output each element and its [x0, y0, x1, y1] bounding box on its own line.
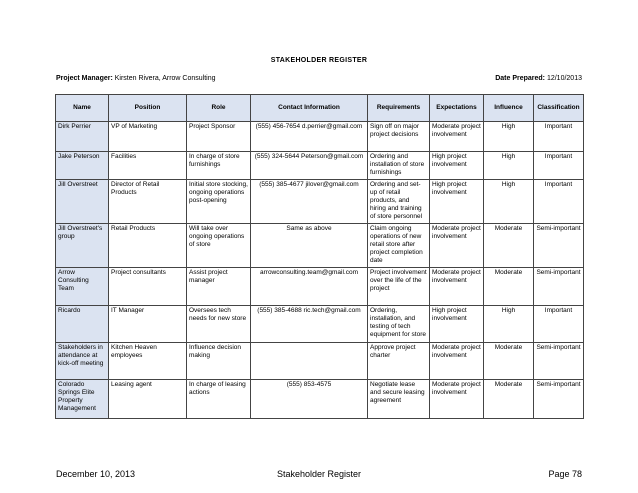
header-position: Position — [109, 95, 187, 122]
cell-classification: Semi-important — [534, 380, 584, 419]
date-prepared — [495, 75, 582, 82]
project-manager-value: Kirsten Rivera, Arrow Consulting — [114, 75, 216, 82]
cell-influence: High — [484, 180, 534, 224]
cell-contact: (555) 385-4688 ric.tech@gmail.com — [251, 306, 368, 343]
cell-contact: (555) 456-7654 d.perrier@gmail.com — [251, 122, 368, 152]
cell-classification: Important — [534, 152, 584, 180]
table-row — [56, 343, 584, 380]
stakeholder-table — [55, 94, 584, 419]
cell-requirements: Ordering, installation, and testing of tech equipment for store — [368, 306, 430, 343]
cell-contact: (555) 324-5644 Peterson@gmail.com — [251, 152, 368, 180]
cell-name: Ricardo — [56, 306, 109, 343]
cell-requirements: Negotiate lease and secure leasing agreement — [368, 380, 430, 419]
cell-name: Stakeholders in attendance at kick-off meeting — [56, 343, 109, 380]
page-title: STAKEHOLDER REGISTER — [270, 57, 368, 64]
cell-contact: Same as above — [251, 224, 368, 268]
cell-position: Project consultants — [109, 268, 187, 306]
cell-influence: Moderate — [484, 268, 534, 306]
cell-expectations: High project involvement — [430, 152, 484, 180]
cell-expectations: Moderate project involvement — [430, 268, 484, 306]
cell-influence: High — [484, 152, 534, 180]
cell-classification: Important — [534, 180, 584, 224]
cell-position: IT Manager — [109, 306, 187, 343]
header-name: Name — [56, 95, 109, 122]
cell-classification: Important — [534, 306, 584, 343]
header-role: Role — [187, 95, 251, 122]
cell-role: In charge of store furnishings — [187, 152, 251, 180]
project-manager — [56, 75, 216, 82]
header-influence: Influence — [484, 95, 534, 122]
cell-position: Director of Retail Products — [109, 180, 187, 224]
cell-influence: Moderate — [484, 380, 534, 419]
cell-name: Arrow Consulting Team — [56, 268, 109, 306]
cell-position: Leasing agent — [109, 380, 187, 419]
cell-classification: Semi-important — [534, 343, 584, 380]
cell-expectations: High project involvement — [430, 180, 484, 224]
cell-name: Colorado Springs Elite Property Management — [56, 380, 109, 419]
cell-requirements: Sign off on major project decisions — [368, 122, 430, 152]
table-row — [56, 306, 584, 343]
header-classification: Classification — [534, 95, 584, 122]
project-manager-label: Project Manager: — [56, 75, 113, 82]
cell-requirements: Claim ongoing operations of new retail store after project completion date — [368, 224, 430, 268]
footer-page-number: Page 78 — [548, 469, 582, 479]
cell-expectations: High project involvement — [430, 306, 484, 343]
cell-name: Jill Overstreet — [56, 180, 109, 224]
cell-name: Dirk Perrier — [56, 122, 109, 152]
cell-name: Jill Overstreet's group — [56, 224, 109, 268]
cell-role: Assist project manager — [187, 268, 251, 306]
table-row — [56, 224, 584, 268]
date-prepared-label: Date Prepared: — [495, 75, 545, 82]
cell-role: Oversees tech needs for new store — [187, 306, 251, 343]
cell-position: Retail Products — [109, 224, 187, 268]
cell-role: Will take over ongoing operations of store — [187, 224, 251, 268]
cell-influence: High — [484, 306, 534, 343]
cell-requirements: Approve project charter — [368, 343, 430, 380]
header-contact: Contact Information — [251, 95, 368, 122]
cell-contact: (555) 385-4677 jilover@gmail.com — [251, 180, 368, 224]
cell-position: VP of Marketing — [109, 122, 187, 152]
cell-requirements: Project involvement over the life of the project — [368, 268, 430, 306]
cell-position: Kitchen Heaven employees — [109, 343, 187, 380]
table-header-row — [56, 95, 584, 122]
cell-contact: arrowconsulting.team@gmail.com — [251, 268, 368, 306]
table-row — [56, 180, 584, 224]
cell-position: Facilities — [109, 152, 187, 180]
header-expectations: Expectations — [430, 95, 484, 122]
cell-contact — [251, 343, 368, 380]
cell-classification: Semi-important — [534, 224, 584, 268]
cell-classification: Semi-important — [534, 268, 584, 306]
footer-date: December 10, 2013 — [56, 469, 136, 479]
header-requirements: Requirements — [368, 95, 430, 122]
cell-requirements: Ordering and installation of store furnishings — [368, 152, 430, 180]
cell-role: Initial store stocking, ongoing operations post-opening — [187, 180, 251, 224]
footer-title: Stakeholder Register — [276, 469, 362, 479]
cell-role: In charge of leasing actions — [187, 380, 251, 419]
cell-name: Jake Peterson — [56, 152, 109, 180]
cell-role: Influence decision making — [187, 343, 251, 380]
cell-requirements: Ordering and set-up of retail products, and hiring and training of store personnel — [368, 180, 430, 224]
cell-influence: High — [484, 122, 534, 152]
cell-classification: Important — [534, 122, 584, 152]
cell-influence: Moderate — [484, 343, 534, 380]
cell-contact: (555) 853-4575 — [251, 380, 368, 419]
cell-influence: Moderate — [484, 224, 534, 268]
table-row — [56, 152, 584, 180]
table-row — [56, 380, 584, 419]
cell-expectations: Moderate project involvement — [430, 343, 484, 380]
cell-expectations: Moderate project involvement — [430, 122, 484, 152]
cell-expectations: Moderate project involvement — [430, 380, 484, 419]
table-row — [56, 268, 584, 306]
cell-role: Project Sponsor — [187, 122, 251, 152]
table-row — [56, 122, 584, 152]
cell-expectations: Moderate project involvement — [430, 224, 484, 268]
date-prepared-value: 12/10/2013 — [546, 75, 582, 82]
